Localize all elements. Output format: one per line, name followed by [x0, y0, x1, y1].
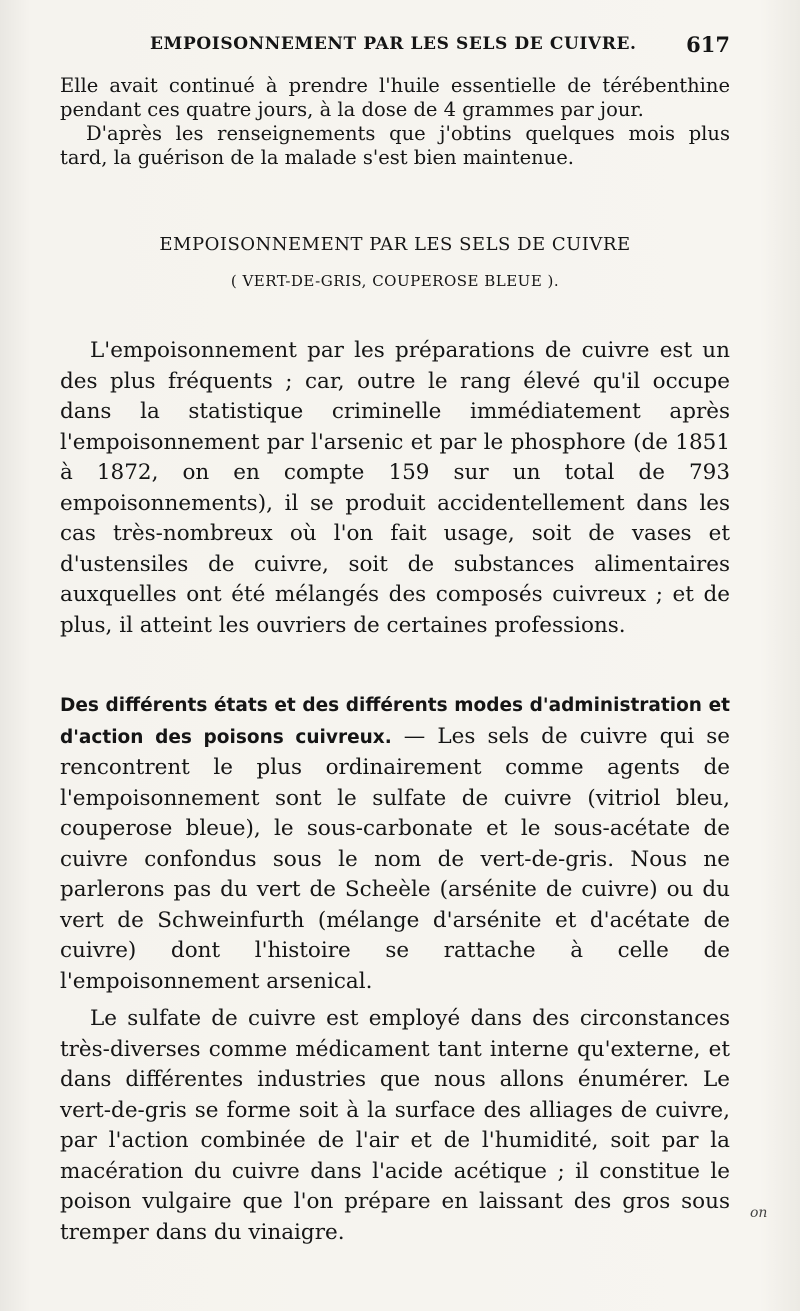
paragraph-2-lead: Des différents états et des différents modes d'administration et d'action des poisons cuivreux.: [60, 695, 730, 748]
intro-paragraph-2: D'après les renseignements que j'obtins quelques mois plus tard, la guérison de la malade s'est bien maintenue.: [60, 122, 730, 169]
section-subtitle: ( VERT-DE-GRIS, COUPEROSE BLEUE ).: [230, 272, 560, 290]
section-title: EMPOISONNEMENT PAR LES SELS DE CUIVRE: [159, 234, 631, 255]
running-title: EMPOISONNEMENT PAR LES SELS DE CUIVRE.: [150, 34, 637, 54]
intro-paragraph-1: Elle avait continué à prendre l'huile essentielle de térébenthine pendant ces quatre jours, à la dose de 4 grammes par jour.: [60, 74, 730, 121]
body-text-2: [60, 690, 730, 997]
paragraph-2-rest: — Les sels de cuivre qui se rencontrent le plus ordinairement comme agents de l'empoisonnement sont le sulfate de cuivre (vitriol bleu, couperose bleue), le sous-carbonate et le sous-acétate de cuivre confondus sous le nom de vert-de-gris. Nous ne parlerons pas du vert de Scheèle (arsénite de cuivre) ou du vert de Schweinfurth (mélange d'arsénite et d'acétate de cuivre) dont l'histoire se rattache à celle de l'empoisonnement arsenical.: [60, 723, 730, 994]
paragraph-1: L'empoisonnement par les préparations de cuivre est un des plus fréquents ; car, outre le rang élevé qu'il occupe dans la statistique criminelle immédiatement après l'empoisonnement par l'arsenic et par le phosphore (de 1851 à 1872, on en compte 159 sur un total de 793 empoisonnements), il se produit accidentellement dans les cas très-nombreux où l'on fait usage, soit de vases et d'ustensiles de cuivre, soit de substances alimentaires auxquelles ont été mélangés des composés cuivreux ; et de plus, il atteint les ouvriers de certaines professions.: [60, 338, 730, 638]
page-number: 617: [686, 32, 730, 57]
body-text-3: [60, 1004, 730, 1248]
paragraph-2: [60, 690, 730, 997]
paragraph-3: Le sulfate de cuivre est employé dans des circonstances très-diverses comme médicament tant interne qu'externe, et dans différentes industries que nous allons énumérer. Le vert-de-gris se forme soit à la surface des alliages de cuivre, par l'action combinée de l'air et de l'humidité, soit par la macération du cuivre dans l'acide acétique ; il constitue le poison vulgaire que l'on prépare en laissant des gros sous tremper dans du vinaigre.: [60, 1006, 730, 1245]
running-header: [150, 32, 730, 57]
intro-text: [60, 74, 730, 170]
body-text-1: [60, 336, 730, 641]
margin-annotation: on: [750, 1205, 768, 1221]
